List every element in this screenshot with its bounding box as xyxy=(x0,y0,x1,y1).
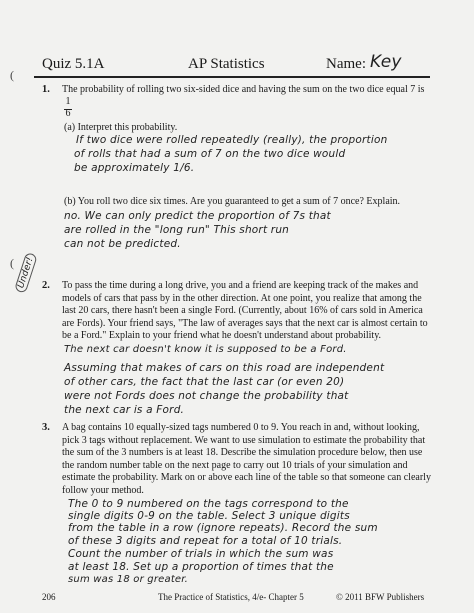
question-1-number: 1. xyxy=(42,84,50,95)
question-2-text-line: are Fords). Your friend says, "The law of averages says that the next car is almost certain to xyxy=(62,317,428,329)
margin-bracket-mark: ( xyxy=(10,68,14,82)
question-1a-answer-line: If two dice were rolled repeatedly (really), the proportion xyxy=(76,134,388,146)
question-2-answer-line: Assuming that makes of cars on this road are independent xyxy=(64,362,385,374)
question-1-text: The probability of rolling two six-sided dice and having the sum on the two dice equal 7 is xyxy=(62,84,425,95)
question-2-text xyxy=(62,280,454,343)
question-3-answer-line: Count the number of trials in which the sum was xyxy=(68,548,334,560)
margin-bracket-mark: ( xyxy=(10,256,14,270)
question-3-text-line: estimate the probability. Mark on or above each line of the table so that someone can clearly xyxy=(62,472,431,483)
question-2-text-line: be a Ford." Explain to your friend what he doesn't understand about probability. xyxy=(62,330,382,341)
question-3-number: 3. xyxy=(42,422,50,433)
question-1a-prompt: (a) Interpret this probability. xyxy=(64,122,178,133)
question-1a-answer-line: of rolls that had a sum of 7 on the two dice would xyxy=(74,148,346,160)
question-3-text-line: A bag contains 10 equally-sized tags numbered 0 to 9. You reach in and, without looking, xyxy=(62,422,420,433)
question-3-answer-line: from the table in a row (ignore repeats). Record the sum xyxy=(68,522,378,534)
question-1b-answer-line: are rolled in the "long run" This short run xyxy=(64,224,290,236)
course-title: AP Statistics xyxy=(188,56,265,72)
book-title: The Practice of Statistics, 4/e- Chapter 5 xyxy=(158,592,304,602)
question-3-text-line: pick 3 tags without replacement. We want to use simulation to estimate the probability that xyxy=(62,434,426,446)
question-3-answer-line: of these 3 digits and repeat for a total of 10 trials. xyxy=(68,535,343,547)
question-2-text-line: To pass the time during a long drive, you and a friend are keeping track of the makes and xyxy=(62,280,419,291)
name-label: Name: xyxy=(326,56,366,72)
question-2-answer-line: the next car is a Ford. xyxy=(64,404,185,416)
margin-note: Under! xyxy=(14,252,38,294)
question-3-answer-line: at least 18. Set up a proportion of times that the xyxy=(68,561,334,573)
header-rule xyxy=(34,76,430,78)
question-1b-answer-line: no. We can only predict the proportion of 7s that xyxy=(64,210,331,222)
fraction-denominator: 6 xyxy=(65,108,71,119)
copyright: © 2011 BFW Publishers xyxy=(336,592,425,602)
question-3-text-line: the random number table on the next page to carry out 10 trials of your simulation and xyxy=(62,459,408,471)
fraction-numerator: 1 xyxy=(65,96,71,107)
question-3-answer-line: sum was 18 or greater. xyxy=(68,574,189,585)
question-1b-prompt: (b) You roll two dice six times. Are you guaranteed to get a sum of 7 once? Explain. xyxy=(64,196,401,207)
question-3-text-line: follow your method. xyxy=(62,484,144,496)
question-2-number: 2. xyxy=(42,280,50,291)
question-3-answer-line: The 0 to 9 numbered on the tags correspond to the xyxy=(68,498,349,510)
question-2-text-line: last 20 cars, there hasn't been a single Ford. (Currently, about 16% of cars sold in America xyxy=(62,305,423,316)
question-1b-answer-line: can not be predicted. xyxy=(64,238,181,250)
question-3-answer-line: single digits 0-9 on the table. Select 3 unique digits xyxy=(68,510,350,522)
question-1a-answer-line: be approximately 1/6. xyxy=(74,162,195,174)
question-3-text xyxy=(62,422,454,497)
question-3-text-line: the sum of the 3 numbers is at least 18. Describe the simulation procedure below, then use xyxy=(62,447,423,458)
name-value: Key xyxy=(370,52,402,72)
page-number: 206 xyxy=(42,592,56,602)
question-2-answer-line: were not Fords does not change the probability that xyxy=(64,390,349,402)
question-2-answer-line: The next car doesn't know it is supposed to be a Ford. xyxy=(64,344,347,355)
question-2-answer-line: of other cars, the fact that the last car (or even 20) xyxy=(64,376,345,388)
quiz-title: Quiz 5.1A xyxy=(42,56,105,72)
question-2-text-line: models of cars that pass by in the other direction. At one point, you realize that among the xyxy=(62,292,422,304)
